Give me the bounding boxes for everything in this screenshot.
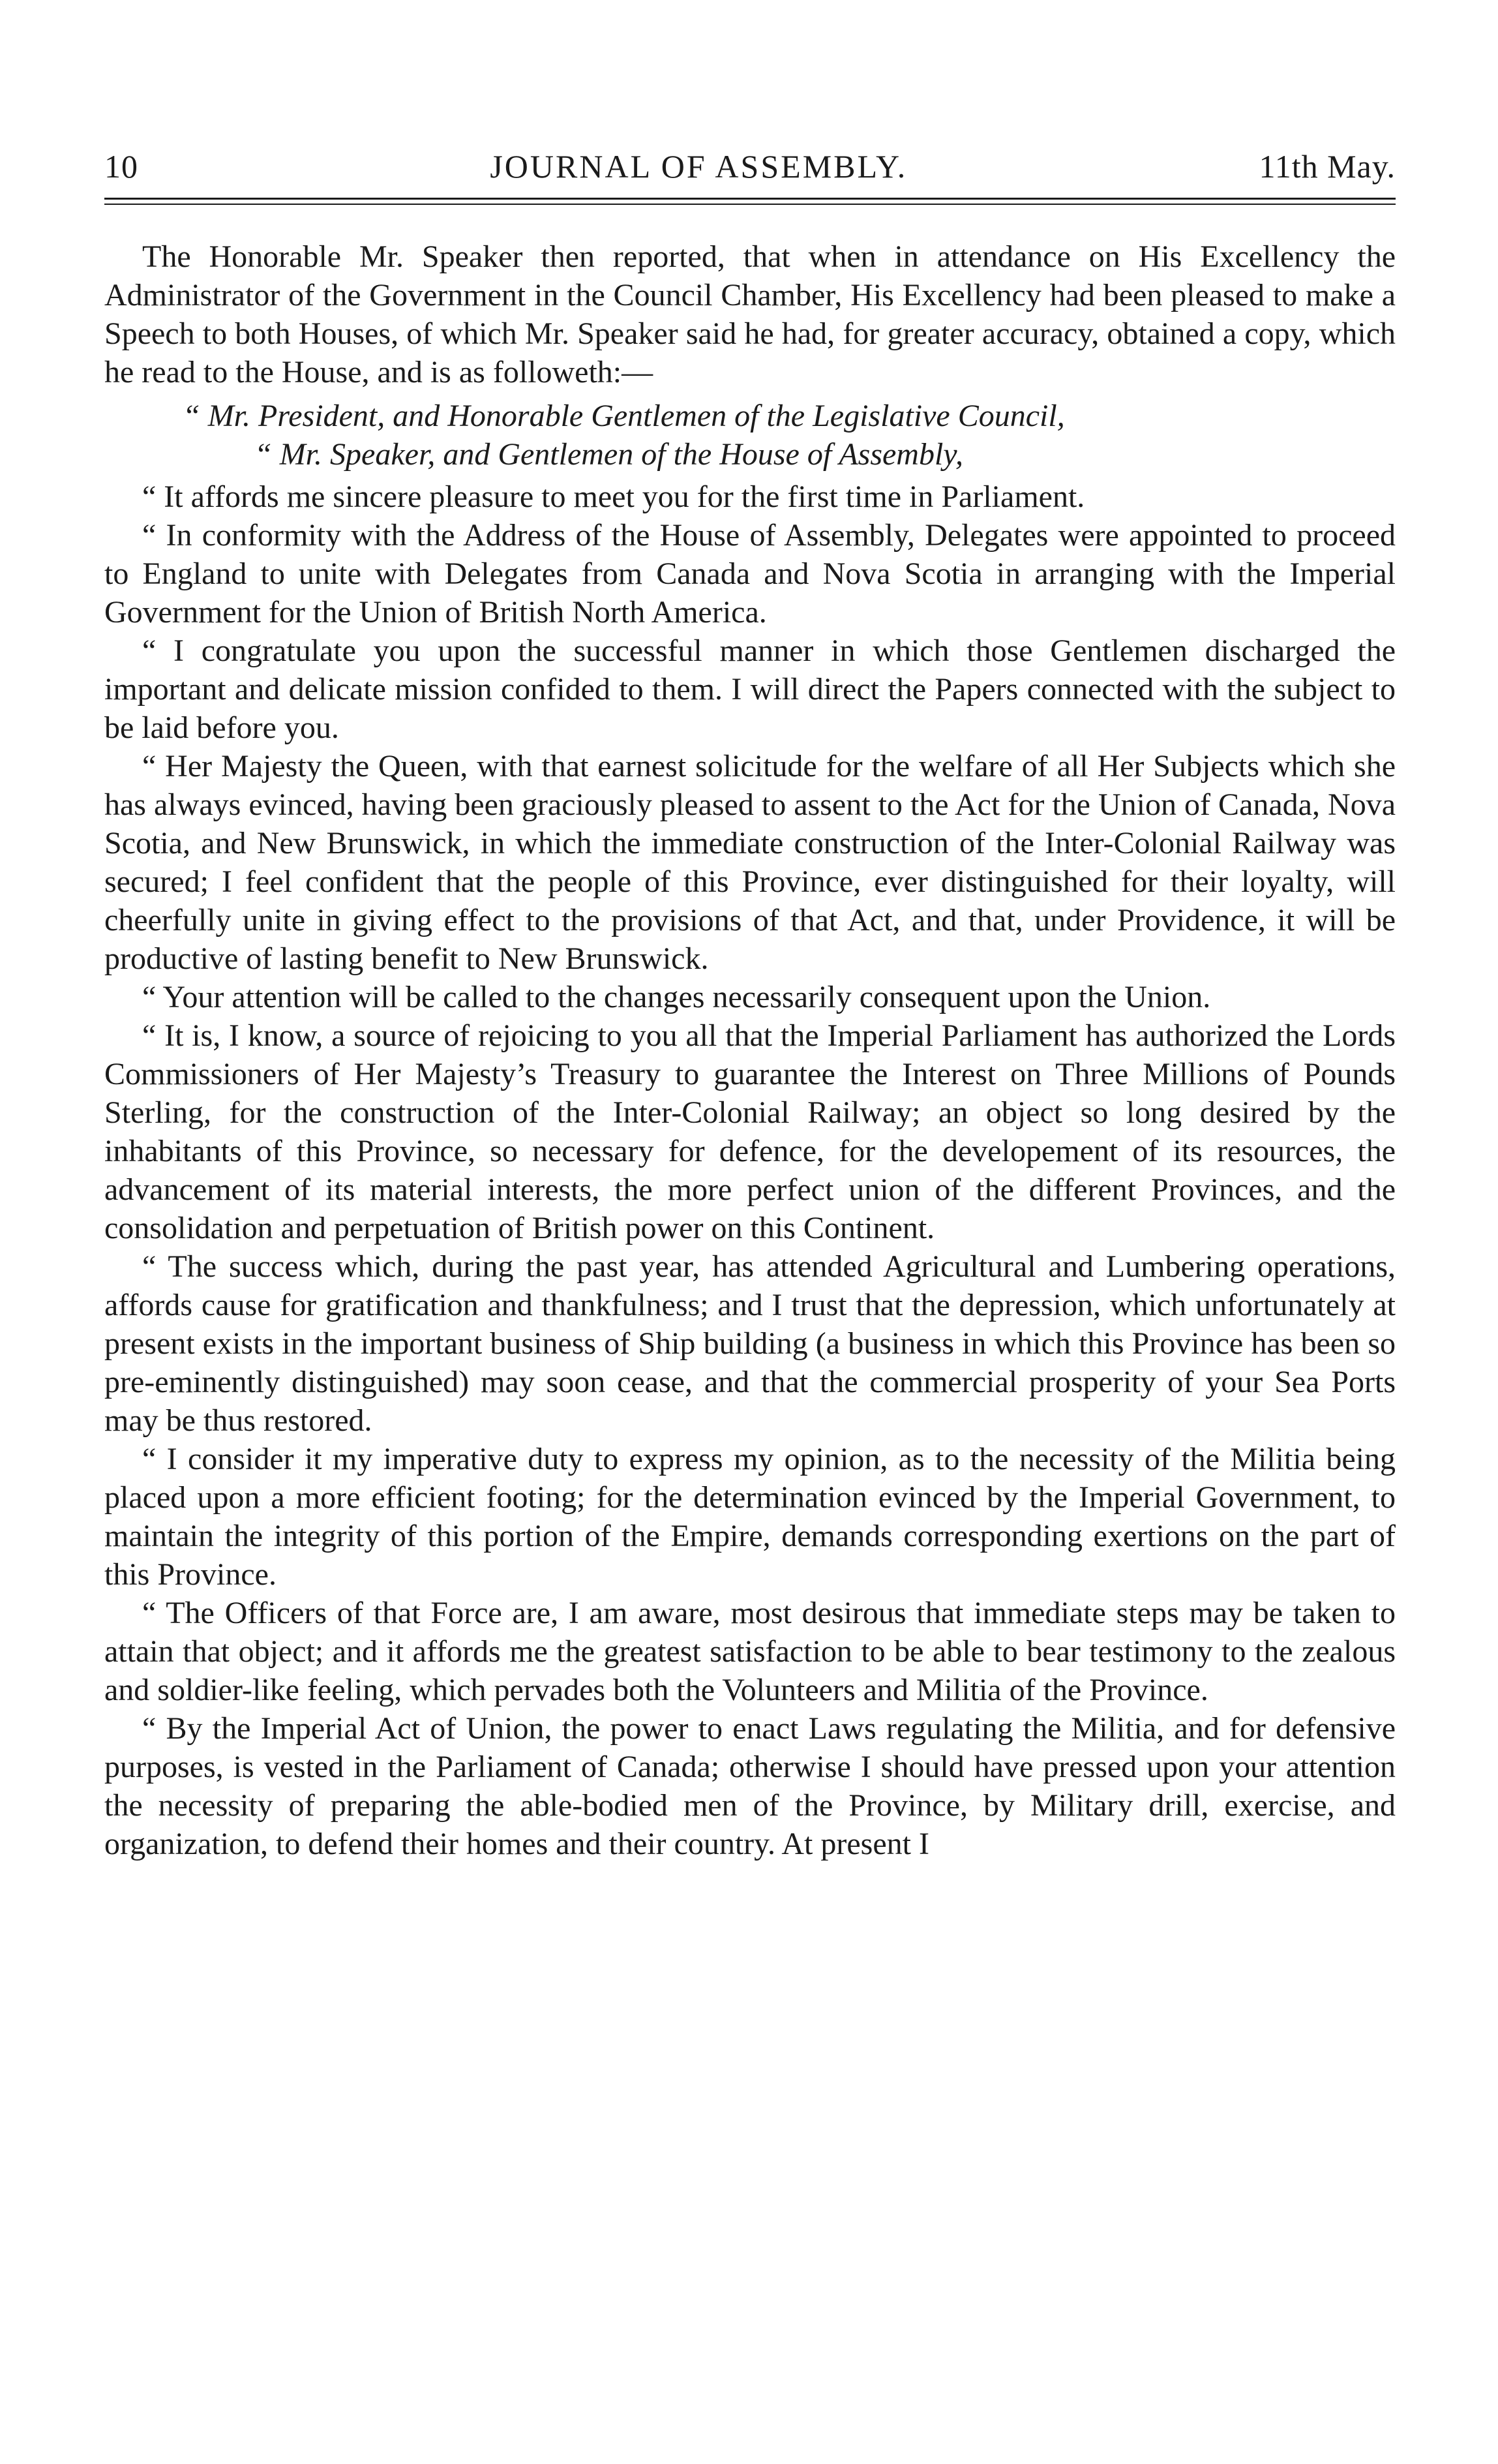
speech-paragraph: “ Her Majesty the Queen, with that earnest solicitude for the welfare of all Her Subjects which she has always evinced, having been graciously pleased to assent to the Act for the Union of Canada, Nova Scotia, and New Brunswick, in which the immediate construction of the Inter-Colonial Railway was secured; I feel confident that the people of this Province, ever distinguished for their loyalty, will cheerfully unite in giving effect to the provisions of that Act, and that, under Providence, it will be productive of lasting benefit to New Brunswick. bbox=[104, 749, 1396, 976]
body-text bbox=[104, 237, 1396, 1863]
address-line-council: “ Mr. President, and Honorable Gentlemen of the Legislative Council, bbox=[183, 399, 1065, 433]
journal-title: JOURNAL OF ASSEMBLY. bbox=[490, 148, 908, 185]
speech-paragraph: “ In conformity with the Address of the House of Assembly, Delegates were appointed to proceed to England to unite with Delegates from Canada and Nova Scotia in arranging with the Imperial Government for the Union of British North America. bbox=[104, 518, 1396, 630]
page-number: 10 bbox=[104, 148, 138, 185]
speech-paragraph: “ It affords me sincere pleasure to meet you for the first time in Parliament. bbox=[142, 479, 1085, 514]
speech-paragraph: “ It is, I know, a source of rejoicing to you all that the Imperial Parliament has authorized the Lords Commissioners of Her Majesty’s Treasury to guarantee the Interest on Three Millions of Pounds Sterling, for the construction of the Inter-Colonial Railway; an object so long desired by the inhabitants of this Province, so necessary for defence, for the developement of its resources, the advancement of its material interests, the more perfect union of the different Provinces, and the consolidation and perpetuation of British power on this Continent. bbox=[104, 1018, 1396, 1245]
address-line-assembly: “ Mr. Speaker, and Gentlemen of the House of Assembly, bbox=[254, 437, 963, 472]
intro-paragraph: The Honorable Mr. Speaker then reported, that when in attendance on His Excellency the Administrator of the Government in the Council Chamber, His Excellency had been pleased to make a Speech to both Houses, of which Mr. Speaker said he had, for greater accuracy, obtained a copy, which he read to the House, and is as followeth:— bbox=[104, 239, 1396, 389]
address-block bbox=[104, 397, 1396, 474]
date-label: 11th May. bbox=[1259, 148, 1396, 185]
speech-paragraph: “ The Officers of that Force are, I am aware, most desirous that immediate steps may be taken to attain that object; and it affords me the greatest satisfaction to be able to bear testimony to the zealous and soldier-like feeling, which pervades both the Volunteers and Militia of the Province. bbox=[104, 1596, 1396, 1707]
speech-paragraph: “ The success which, during the past year, has attended Agricultural and Lumbering operations, affords cause for gratification and thankfulness; and I trust that the depression, which unfortunately at present exists in the important business of Ship building (a business in which this Province has been so pre-eminently distinguished) may soon cease, and that the commercial prosperity of your Sea Ports may be thus restored. bbox=[104, 1249, 1396, 1438]
speech-paragraph: “ By the Imperial Act of Union, the power to enact Laws regulating the Militia, and for defensive purposes, is vested in the Parliament of Canada; otherwise I should have pressed upon your attention the necessity of preparing the able-bodied men of the Province, by Military drill, exercise, and organization, to defend their homes and their country. At present I bbox=[104, 1711, 1396, 1861]
speech-paragraph: “ I consider it my imperative duty to express my opinion, as to the necessity of the Militia being placed upon a more efficient footing; for the determination evinced by the Imperial Government, to maintain the integrity of this portion of the Empire, demands corresponding exertions on the part of this Province. bbox=[104, 1442, 1396, 1592]
speech-paragraph: “ Your attention will be called to the changes necessarily consequent upon the Union. bbox=[142, 980, 1211, 1014]
header-rule bbox=[104, 198, 1396, 205]
speech-paragraph: “ I congratulate you upon the successful manner in which those Gentlemen discharged the important and delicate mission confided to them. I will direct the Papers connected with the subject to be laid before you. bbox=[104, 633, 1396, 745]
running-head bbox=[104, 147, 1396, 186]
journal-page bbox=[104, 147, 1396, 1863]
